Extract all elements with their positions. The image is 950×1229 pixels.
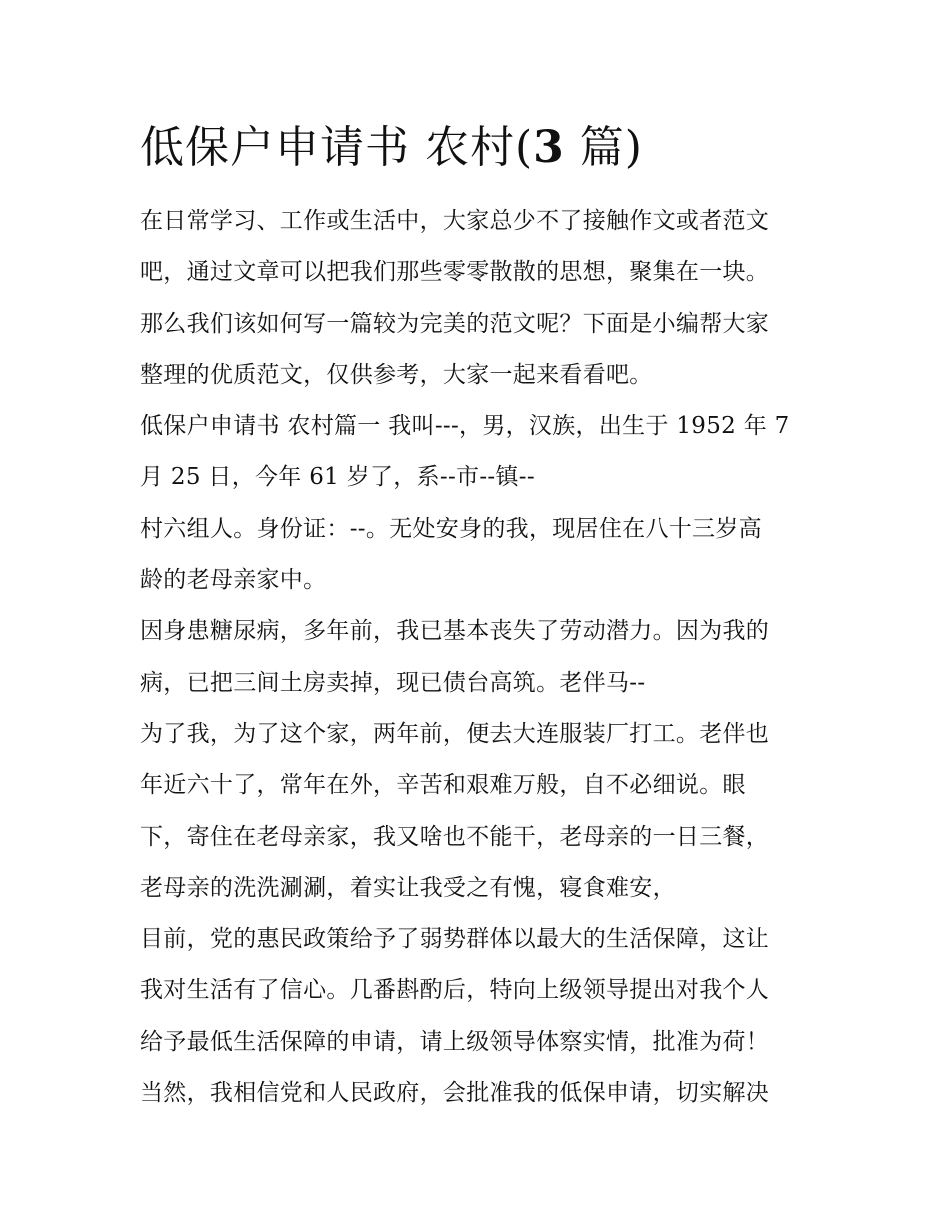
text-line: 给予最低生活保障的申请，请上级领导体察实情，批准为荷！ xyxy=(140,1028,770,1055)
text-line: 老母亲的洗洗涮涮，着实让我受之有愧，寝食难安， xyxy=(140,874,676,901)
title-text-part1: 低保户申请书 农村( xyxy=(140,122,534,173)
text-line: 那么我们该如何写一篇较为完美的范文呢？下面是小编帮大家 xyxy=(140,310,770,337)
title-count: 3 xyxy=(533,122,565,173)
text-line: 因身患糖尿病，多年前，我已基本丧失了劳动潜力。因为我的 xyxy=(140,618,770,645)
text-line: 月 25 日，今年 61 岁了，系--市--镇-- xyxy=(140,464,535,491)
text-line: 年近六十了，常年在外，辛苦和艰难万般，自不必细说。眼 xyxy=(140,772,746,799)
document-title xyxy=(140,116,643,180)
text-line: 下，寄住在老母亲家，我又啥也不能干，老母亲的一日三餐， xyxy=(140,823,770,850)
text-line: 吧，通过文章可以把我们那些零零散散的思想，聚集在一块。 xyxy=(140,259,770,286)
text-line: 病，已把三间土房卖掉，现已债台高筑。老伴马-- xyxy=(140,669,646,696)
text-line: 龄的老母亲家中。 xyxy=(140,567,327,594)
text-line: 我对生活有了信心。几番斟酌后，特向上级领导提出对我个人 xyxy=(140,977,770,1004)
title-text-part2: 篇) xyxy=(564,122,643,173)
text-line: 村六组人。身份证：--。无处安身的我，现居住在八十三岁高 xyxy=(140,515,762,542)
text-line: 当然，我相信党和人民政府，会批准我的低保申请，切实解决 xyxy=(140,1080,770,1107)
document-body xyxy=(140,196,820,1119)
text-line: 在日常学习、工作或生活中，大家总少不了接触作文或者范文 xyxy=(140,208,770,234)
text-line: 整理的优质范文，仅供参考，大家一起来看看吧。 xyxy=(140,361,653,388)
text-line: 目前，党的惠民政策给予了弱势群体以最大的生活保障，这让 xyxy=(140,926,770,953)
text-line: 为了我，为了这个家，两年前，便去大连服装厂打工。老伴也 xyxy=(140,720,770,747)
text-line: 低保户申请书 农村篇一 我叫---，男，汉族，出生于 1952 年 7 xyxy=(140,413,790,440)
